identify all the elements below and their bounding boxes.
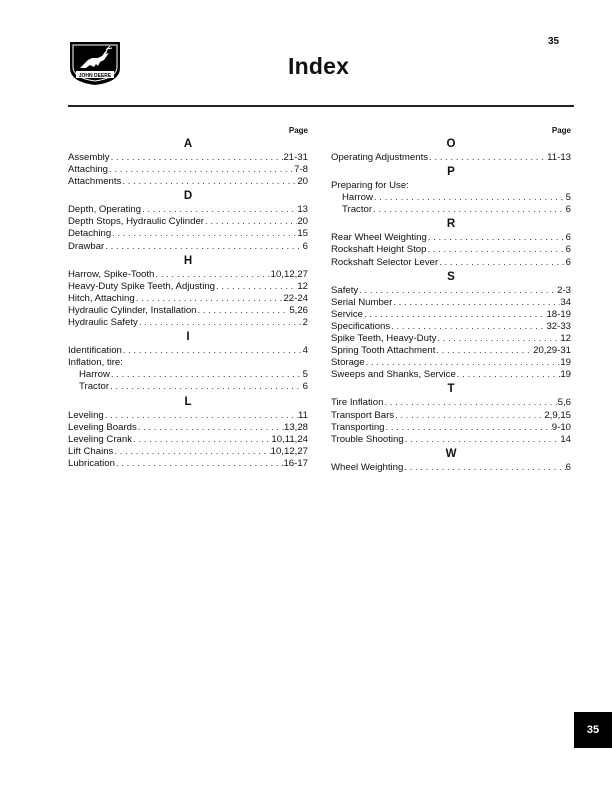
index-pages: 2: [302, 317, 308, 329]
index-entry: [331, 244, 571, 256]
dot-leader: [394, 410, 544, 422]
dot-leader: [137, 422, 284, 434]
index-entry: [331, 297, 571, 309]
index-term: Specifications: [331, 320, 391, 332]
dot-leader: [392, 297, 560, 309]
index-entry: [68, 345, 308, 357]
index-term: Hitch, Attaching: [68, 292, 135, 304]
index-term: Wheel Weighting: [331, 461, 404, 473]
index-entry: [331, 410, 571, 422]
dot-leader: [428, 152, 547, 164]
dot-leader: [372, 204, 566, 216]
index-pages: 11-13: [547, 152, 571, 163]
section-letter: P: [447, 166, 455, 179]
index-pages: 6: [302, 381, 308, 393]
index-term: Rockshaft Selector Lever: [331, 256, 439, 268]
index-entry: [68, 458, 308, 470]
dot-leader: [373, 192, 566, 204]
index-entry: [68, 216, 308, 228]
index-pages: 6: [565, 256, 571, 268]
section-letter: W: [445, 447, 457, 460]
index-term: Operating Adjustments: [331, 152, 429, 163]
index-entry: [68, 434, 308, 446]
index-entry: [331, 204, 571, 216]
page-number-badge: 35: [574, 712, 612, 748]
index-term: Leveling: [68, 409, 104, 421]
index-term: Tractor: [79, 381, 110, 393]
dot-leader: [115, 458, 284, 470]
index-term: Rockshaft Height Stop: [331, 244, 427, 256]
index-term: Lubrication: [68, 457, 115, 469]
index-entry: [331, 462, 571, 474]
index-pages: 6: [565, 461, 571, 473]
dot-leader: [456, 369, 561, 381]
index-pages: 15: [297, 228, 308, 240]
index-entry: [331, 309, 571, 321]
index-term: Harrow, Spike-Tooth: [68, 268, 155, 280]
dot-leader: [154, 269, 270, 281]
index-pages: 7-8: [294, 164, 308, 176]
index-term: Trouble Shooting: [331, 433, 404, 445]
index-term: Transport Bars: [331, 409, 395, 421]
index-term: Inflation, tire:: [68, 357, 123, 369]
dot-leader: [385, 422, 552, 434]
index-pages: 12: [560, 333, 571, 345]
index-pages: 5,6: [557, 397, 571, 409]
dot-leader: [104, 410, 298, 422]
index-term: Safety: [331, 284, 359, 296]
section-letter: L: [184, 395, 192, 408]
index-entry: [68, 204, 308, 216]
deer-logo-icon: [68, 38, 122, 86]
index-pages: 5: [565, 192, 571, 204]
index-term: Harrow: [342, 192, 373, 204]
title-divider: [68, 105, 574, 107]
index-entry: [331, 422, 571, 434]
index-pages: 2,9,15: [544, 409, 571, 421]
section-letter: H: [183, 254, 193, 267]
section-letter: S: [447, 270, 455, 283]
dot-leader: [204, 216, 297, 228]
dot-leader: [104, 241, 302, 253]
index-pages: 5,26: [289, 304, 308, 316]
index-entry: [68, 241, 308, 253]
dot-leader: [110, 152, 284, 164]
index-entry: [68, 152, 308, 164]
index-entry: [68, 176, 308, 188]
index-pages: 34: [560, 296, 571, 308]
index-term: Assembly: [68, 152, 110, 163]
index-term: Identification: [68, 345, 122, 357]
section-letter: T: [447, 383, 455, 396]
dot-leader: [438, 257, 565, 269]
index-entry: [68, 357, 308, 369]
index-entry: [331, 434, 571, 446]
dot-leader: [111, 228, 297, 240]
dot-leader: [197, 305, 290, 317]
index-entry: [331, 357, 571, 369]
dot-leader: [427, 232, 566, 244]
dot-leader: [404, 434, 561, 446]
index-pages: 20: [297, 216, 308, 228]
index-entry: [331, 369, 571, 381]
index-entry: [68, 281, 308, 293]
index-term: Spike Teeth, Heavy-Duty: [331, 333, 437, 345]
index-entry: [68, 228, 308, 240]
index-entry: [331, 321, 571, 333]
index-pages: 22-24: [283, 292, 308, 304]
logo-text: JOHN DEERE: [78, 72, 112, 79]
index-pages: 11: [298, 409, 308, 421]
index-pages: 21-31: [283, 152, 308, 163]
index-pages: 6: [565, 244, 571, 256]
index-term: Rear Wheel Weighting: [331, 232, 427, 244]
dot-leader: [365, 357, 561, 369]
dot-leader: [138, 317, 303, 329]
dot-leader: [390, 321, 546, 333]
index-entry: [331, 192, 571, 204]
index-entry: [331, 345, 571, 357]
index-term: Heavy-Duty Spike Teeth, Adjusting: [68, 280, 216, 292]
index-pages: 14: [560, 433, 571, 445]
john-deere-logo: [68, 38, 122, 86]
index-term: Leveling Boards: [68, 421, 137, 433]
section-letter: D: [183, 190, 193, 203]
index-entry: [331, 397, 571, 409]
dot-leader: [132, 434, 271, 446]
index-pages: 16-17: [283, 457, 308, 469]
index-term: Service: [331, 308, 363, 320]
index-pages: 32-33: [546, 320, 571, 332]
dot-leader: [358, 285, 557, 297]
index-entry: [68, 369, 308, 381]
index-pages: 5: [302, 369, 308, 381]
index-entry: [68, 305, 308, 317]
index-term: Transporting: [331, 421, 385, 433]
index-pages: 10,12,27: [270, 268, 308, 280]
index-term: Storage: [331, 357, 365, 369]
section-letter: I: [186, 331, 190, 344]
index-pages: 13: [297, 204, 308, 216]
index-pages: 2-3: [557, 284, 571, 296]
page-title: Index: [288, 53, 350, 79]
index-term: Attaching: [68, 164, 109, 176]
index-pages: 9-10: [551, 421, 571, 433]
index-entry: [331, 333, 571, 345]
dot-leader: [426, 244, 565, 256]
index-entry: [331, 232, 571, 244]
dot-leader: [109, 381, 303, 393]
dot-leader: [215, 281, 297, 293]
dot-leader: [113, 446, 270, 458]
index-entry: [68, 293, 308, 305]
index-term: Depth Stops, Hydraulic Cylinder: [68, 216, 204, 228]
index-pages: 10,12,27: [270, 445, 308, 457]
dot-leader: [121, 176, 297, 188]
index-column-right: [331, 126, 571, 474]
index-pages: 20: [297, 176, 308, 188]
index-term: Spring Tooth Attachment: [331, 345, 436, 357]
index-term: Sweeps and Shanks, Service: [331, 369, 456, 381]
index-entry: [68, 317, 308, 329]
section-letter: O: [446, 138, 456, 150]
index-entry: [331, 285, 571, 297]
index-term: Attachments: [68, 176, 122, 188]
dot-leader: [436, 333, 560, 345]
index-term: Hydraulic Safety: [68, 317, 138, 329]
index-pages: 13,28: [283, 421, 308, 433]
index-term: Hydraulic Cylinder, Installation: [68, 304, 197, 316]
section-letter: R: [446, 218, 456, 231]
index-entry: [331, 180, 571, 192]
dot-leader: [435, 345, 533, 357]
index-pages: 6: [565, 204, 571, 216]
section-letter: A: [183, 138, 193, 150]
index-pages: 19: [560, 357, 571, 369]
index-entry: [68, 410, 308, 422]
column-header: Page: [288, 126, 308, 135]
index-pages: 20,29-31: [533, 345, 571, 357]
index-entry: [68, 164, 308, 176]
dot-leader: [383, 397, 557, 409]
index-pages: 10,11,24: [271, 433, 308, 445]
index-term: Preparing for Use:: [331, 180, 409, 192]
index-entry: [331, 152, 571, 164]
index-term: Harrow: [79, 369, 110, 381]
index-term: Tractor: [342, 204, 373, 216]
index-pages: 12: [297, 280, 308, 292]
index-term: Depth, Operating: [68, 204, 142, 216]
index-column-left: [68, 126, 308, 470]
dot-leader: [403, 462, 565, 474]
index-pages: 6: [565, 232, 571, 244]
dot-leader: [108, 164, 294, 176]
index-term: Serial Number: [331, 296, 393, 308]
dot-leader: [141, 204, 297, 216]
page-number-top: 35: [548, 36, 560, 47]
index-term: Detaching: [68, 228, 112, 240]
index-term: Drawbar: [68, 240, 105, 252]
index-entry: [68, 446, 308, 458]
dot-leader: [110, 369, 303, 381]
index-entry: [331, 257, 571, 269]
index-term: Tire Inflation: [331, 397, 384, 409]
dot-leader: [122, 345, 303, 357]
index-pages: 18-19: [546, 308, 571, 320]
column-header: Page: [551, 126, 571, 135]
dot-leader: [135, 293, 284, 305]
index-entry: [68, 422, 308, 434]
index-entry: [68, 381, 308, 393]
dot-leader: [363, 309, 546, 321]
index-entry: [68, 269, 308, 281]
index-term: Leveling Crank: [68, 433, 132, 445]
index-term: Lift Chains: [68, 445, 114, 457]
index-pages: 6: [302, 240, 308, 252]
index-pages: 4: [302, 345, 308, 357]
index-pages: 19: [560, 369, 571, 381]
